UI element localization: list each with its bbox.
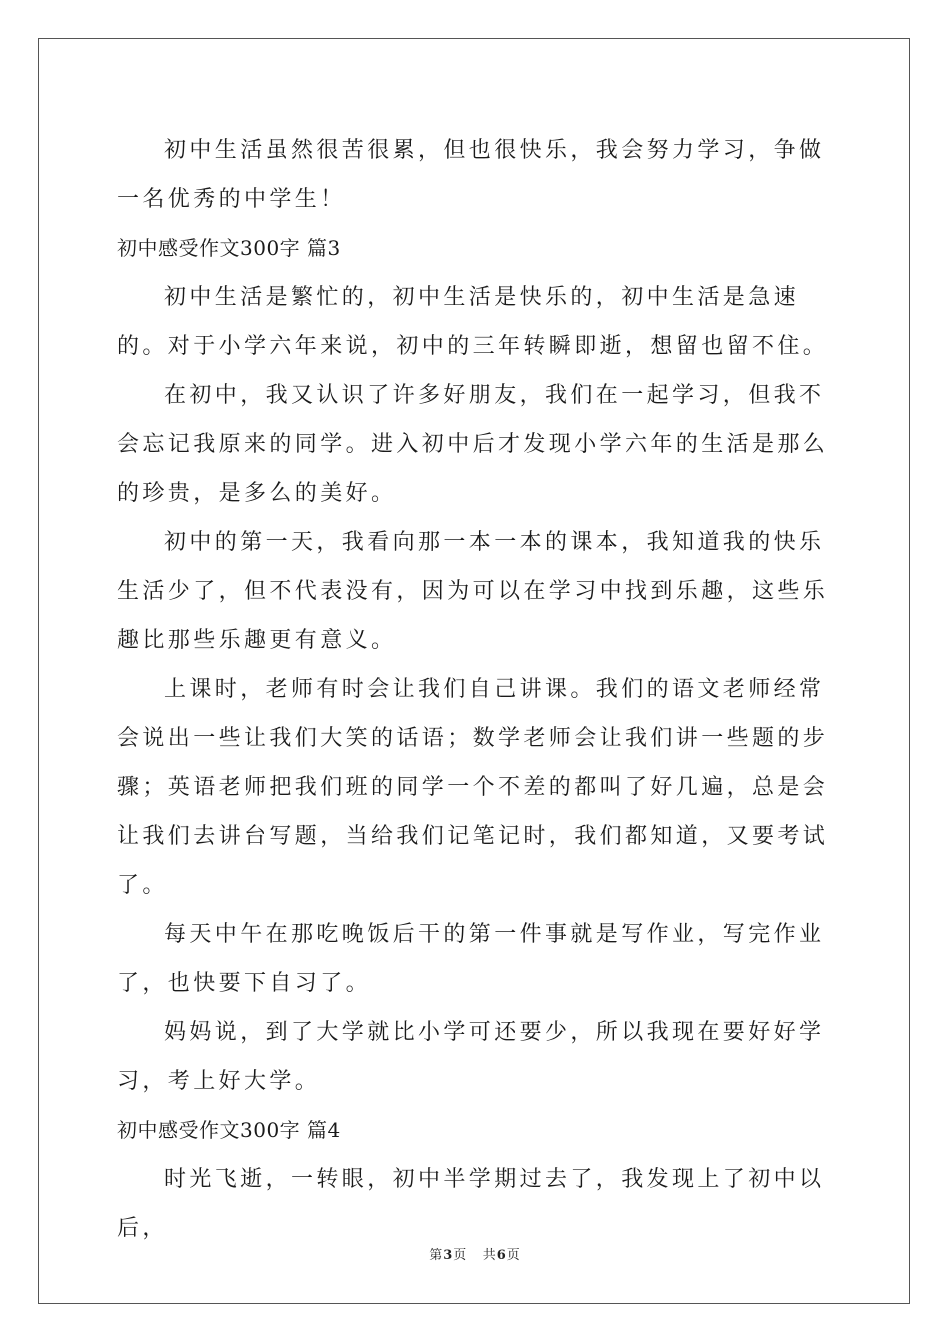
total-pages: 6 [496,1248,507,1263]
section-heading: 初中感受作文300字 篇3 [117,236,341,260]
page-prefix: 第 [429,1248,444,1263]
document-body [117,126,833,1253]
paragraph: 初中的第一天，我看向那一本一本的课本，我知道我的快乐生活少了，但不代表没有，因为可以在学习中找到乐趣，这些乐趣比那些乐趣更有意义。 [117,530,829,653]
paragraph: 初中生活是繁忙的，初中生活是快乐的，初中生活是急速的。对于小学六年来说，初中的三年转瞬即逝，想留也留不住。 [117,285,829,359]
paragraph: 上课时，老师有时会让我们自己讲课。我们的语文老师经常会说出一些让我们大笑的话语；数学老师会让我们讲一些题的步骤；英语老师把我们班的同学一个不差的都叫了好几遍，总是会让我们去讲台写题，当给我们记笔记时，我们都知道，又要考试了。 [117,677,829,898]
paragraph: 时光飞逝，一转眼，初中半学期过去了，我发现上了初中以后， [117,1167,825,1241]
paragraph: 初中生活虽然很苦很累，但也很快乐，我会努力学习，争做一名优秀的中学生！ [117,138,825,212]
paragraph: 在初中，我又认识了许多好朋友，我们在一起学习，但我不会忘记我原来的同学。进入初中后才发现小学六年的生活是那么的珍贵，是多么的美好。 [117,383,829,506]
section-heading: 初中感受作文300字 篇4 [117,1118,341,1142]
total-suffix: 页 [506,1248,521,1263]
paragraph: 每天中午在那吃晚饭后干的第一件事就是写作业，写完作业了，也快要下自习了。 [117,922,825,996]
page-number: 3 [443,1248,454,1263]
page-suffix: 页 [453,1248,468,1263]
page-footer [0,1246,950,1266]
paragraph: 妈妈说，到了大学就比小学可还要少，所以我现在要好好学习，考上好大学。 [117,1020,825,1094]
total-prefix: 共 [482,1248,497,1263]
